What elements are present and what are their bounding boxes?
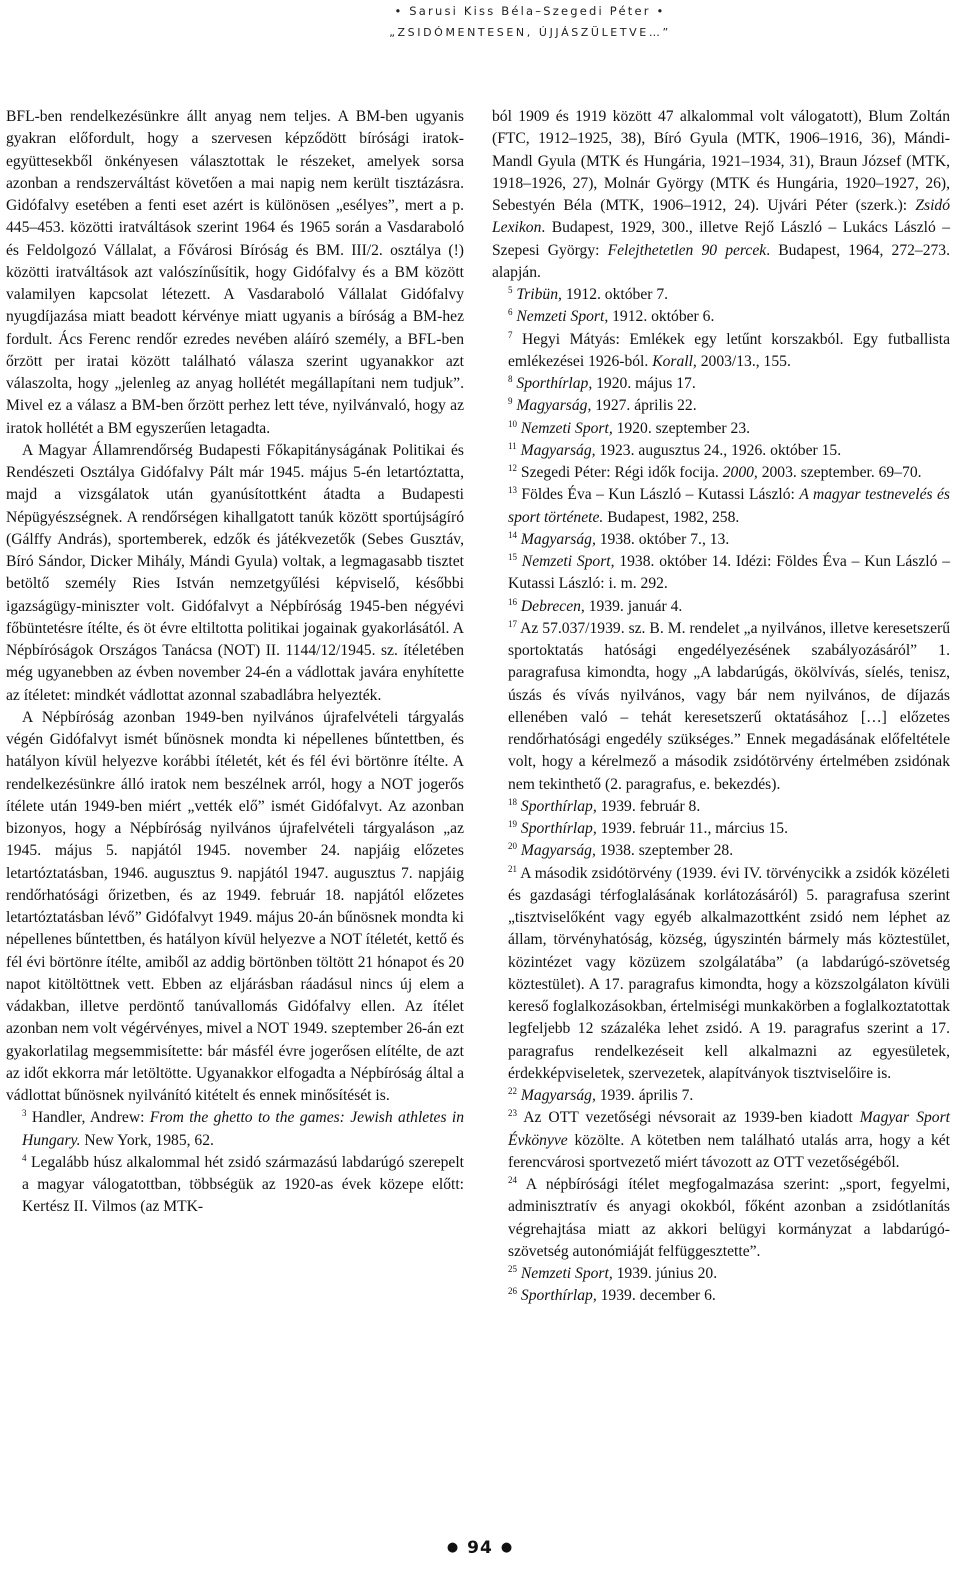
footnote-16: [492, 596, 950, 618]
footnote-text: közölte. A kötetben nem található utalás arra, hogy a két ferencvárosi sportvezető miért távozott az OTT vezetőségéből.: [508, 1131, 950, 1171]
footnote-text: 1939. december 6.: [596, 1287, 716, 1305]
footnote-4: [6, 1152, 464, 1219]
footnote-text: ból 1909 és 1919 között 47 alkalommal volt válogatott), Blum Zoltán (FTC, 1912–1925, 38), Bíró Gyula (MTK, 1906–1916, 36), Mándi-Mandl Gyula (MTK és Hungária, 1921–1934, 31), Braun József (MTK, 1918–1926, 27), Molnár György (MTK és Hungária, 1920–1927, 26), Sebestyén Béla (MTK, 1906–1912, 24). Ujvári Péter (szerk.):: [492, 108, 950, 214]
footnote-text: 1939. február 8.: [596, 797, 701, 815]
footnote-18: [492, 796, 950, 818]
footnote-text: 1927. április 22.: [591, 397, 697, 415]
footnote-25: [492, 1263, 950, 1285]
footnote-24: [492, 1174, 950, 1263]
footnote-number: 13: [508, 485, 517, 496]
footnote-title: Magyarság,: [520, 530, 596, 548]
footnote-22: [492, 1085, 950, 1107]
footnote-title: Magyarság,: [520, 842, 596, 860]
footnote-number: 21: [508, 863, 517, 874]
footnote-title: Tribün,: [516, 286, 562, 303]
footnote-21: [492, 863, 950, 1086]
footnote-text: Hegyi Mátyás: Emlékek egy letűnt korszakból. Egy futballista emlékezései 1926-ból.: [508, 330, 950, 370]
footnote-14: [492, 529, 950, 551]
footnote-text: Handler, Andrew:: [31, 1109, 150, 1127]
footnote-text: . Budapest, 1929, 300., illetve Rejő László – Lukács László – Szepesi György:: [492, 219, 950, 259]
footnote-text: 1939. február 11., március 15.: [596, 820, 788, 837]
footnote-number: 17: [508, 618, 517, 629]
footnote-number: 24: [508, 1175, 517, 1185]
footnote-number: 6: [508, 307, 513, 318]
footnote-number: 9: [508, 396, 513, 407]
paragraph-1: BFL-ben rendelkezésünkre állt anyag nem teljes. A BM-ben ugyanis gyakran előfordult, hogy a szervesen képződött bírósági iratok-együttesekből önkényesen választottak le részeket, amelyek sorsa azonban a rendszerváltást követően a mai napig nem került tisztázásra. Gidófalvy esetében a fenti eset azért is különösen „esélyes”, mert a p. 445–453. közötti iratváltások szerint 1964 és 1965 során a Vasdaraboló és Feldolgozó Vállalat, a Fővárosi Bíróság és BM. III/2. osztálya (!) közötti iratváltások azt valószínűsítik, hogy Gidófalvy és a BM között valamilyen kapcsolat létezett. A Vasdaraboló Vállalat Gidófalvy nyugdíjazása miatt beadott kérvénye miatt ugyanis a bíróság a BM-hez fordult. Ács Ferenc rendőr ezredes nevében aláíró személy, a BFL-ben őrzött per iratai között található válasza szerint ugyanakkor azt válaszolta, hogy „jelenleg az anyag hollétét megállapítani nem tudjuk”. Mivel ez a válasz a BM-ben őrzött perhez lett téve, nyilvánvaló, hogy az iratok hollétét a BM egyszerűen letagadta.: [6, 108, 464, 437]
footnote-text: Budapest, 1982, 258.: [603, 508, 740, 526]
footnote-text: 1923. augusztus 24., 1926. október 15.: [595, 441, 842, 459]
footnote-number: 23: [508, 1108, 517, 1119]
footnote-title: Felejthetetlen 90 percek: [607, 241, 767, 259]
footnote-17: [492, 618, 950, 796]
footnote-title: Magyarság,: [520, 1087, 596, 1104]
footnote-title: Sporthírlap,: [516, 375, 593, 392]
footnote-title: 2000,: [722, 464, 758, 481]
footnote-text: 1920. május 17.: [592, 375, 696, 392]
footnote-number: 19: [508, 819, 517, 829]
footnote-number: 22: [508, 1086, 517, 1096]
footnote-title: Nemzeti Sport,: [516, 308, 609, 326]
footnote-19: [492, 818, 950, 840]
header-title: „ZSIDÓMENTESEN, ÚJJÁSZÜLETVE…”: [389, 26, 671, 39]
footnote-11: [492, 440, 950, 462]
footnote-text: 1938. október 14. Idézi: Földes Éva – Kun László – Kutassi László: i. m. 292.: [508, 553, 951, 593]
footnote-number: 25: [508, 1264, 517, 1274]
footnote-title: Magyarság,: [516, 397, 592, 415]
footnote-text: New York, 1985, 62.: [80, 1131, 214, 1149]
footnote-number: 3: [22, 1108, 27, 1119]
bullet-icon: ●: [446, 1540, 460, 1555]
footnote-text: Földes Éva – Kun László – Kutassi László:: [521, 486, 800, 504]
footnote-4-continued: [492, 106, 950, 284]
footnote-title: Sporthírlap,: [520, 797, 597, 815]
footnote-9: [492, 395, 950, 417]
paragraph-2: A Magyar Államrendőrség Budapesti Főkapitányságának Politikai és Rendészeti Osztálya Gidófalvy Pált már 1945. május 5-én letartóztatta, majd a vizsgálatok után gyanúsítottként átadta a Budapesti Népügyészségnek. A rendőrségen kihallgatott tanúk között sportújságíró (Gálffy András), sportemberek, edzők és játékvezetők (Sebes Gusztáv, Bíró Sándor, Dicker Mihály, Mándi Gyula) voltak, a legmagasabb tisztet betöltő személy Ries István nemzetgyűlési képviselő, későbbi igazságügy-miniszter volt. Gidófalvyt a Népbíróság 1945-ben négyévi főbüntetésre ítélte, és öt évre eltiltotta politikai jogainak gyakorlásától. A Népbíróságok Országos Tanácsa (NOT) II. 1144/12/1945. sz. ítéletében még ugyanebben az évben november 24-én a vádlottak javára enyhítette az ítéletet: mindkét vádlottat azonnal szabadlábra helyezték.: [6, 441, 464, 704]
footnote-title: Nemzeti Sport,: [521, 553, 615, 570]
footnote-text: A második zsidótörvény (1939. évi IV. törvénycikk a zsidók közéleti és gazdasági térfoglalásának korlátozásáról) 5. paragrafusa szerint „tisztviselőként vagy egyéb alkalmazottként zsidó nem léphet az állam, törvényhatóság, község, úgyszintén bármely más köztestület, közintézet vagy közüzem szolgálatába” (a labdarúgó-szövetség köztestület). A 17. paragrafus kimondta, hogy a közszolgálaton kívüli kereső foglalkozásokban, értelmiségi munkakörben a foglalkoztatottak legfeljebb 12 százaléka lehet zsidó. A 19. paragrafus szerint a 17. paragrafus rendelkezéseit kell alkalmazni az egyesületek, érdekképviseletek, szervezetek, alapítványok tisztviselőire is.: [508, 864, 950, 1082]
footnote-26: [492, 1285, 950, 1307]
page-footer: [0, 1538, 960, 1558]
footnote-text: 1939. április 7.: [595, 1087, 694, 1104]
footnote-text: Az 57.037/1939. sz. B. M. rendelet „a nyilvános, illetve keresetszerű sportoktatás hatósági engedélyezésének szabályozásáról” 1. paragrafusa kimondta, hogy „A labdarúgás, ökölvívás, síelés, tenisz, úszás és vívás nyilvános, vagy bár nem nyilvános, de díjazás ellenében való – tehát keresetszerű oktatásához […] előzetes rendőrhatósági engedély szükséges.” Ennek megadásának előfeltétele volt, hogy a kérelmező a második zsidótörvény értelmében zsidónak nem tekinthető (2. paragrafus, e. bekezdés).: [508, 619, 950, 793]
footnote-13: [492, 484, 950, 529]
footnote-number: 4: [22, 1152, 27, 1163]
footnote-text: A népbírósági ítélet megfogalmazása szerint: „sport, fegyelmi, adminisztratív és anyagi okokból, főként azonban a zsidótlanítás végrehajtása miatt az akkori belügyi kormányzat a labdarúgó-szövetség autonómiáját felfüggesztette”.: [508, 1176, 950, 1260]
footnote-number: 14: [508, 529, 517, 540]
footnote-text: 1938. október 7., 13.: [595, 530, 730, 548]
header-authors: • Sarusi Kiss Béla–Szegedi Péter •: [394, 4, 666, 18]
footnote-number: 8: [508, 374, 513, 384]
footnote-10: [492, 418, 950, 440]
footnote-number: 12: [508, 463, 517, 473]
footnote-text: 1912. október 6.: [608, 308, 715, 326]
footnote-20: [492, 840, 950, 862]
footnote-number: 26: [508, 1286, 517, 1297]
left-column: [6, 106, 464, 1219]
footnote-title: Korall,: [652, 352, 697, 370]
footnote-title: Nemzeti Sport,: [520, 419, 613, 437]
footnote-text: 1939. január 4.: [584, 597, 683, 615]
running-header: [380, 0, 680, 44]
footnote-title: Sporthírlap,: [520, 1287, 597, 1305]
footnote-number: 5: [508, 285, 513, 295]
footnote-6: [492, 306, 950, 328]
footnote-title: Magyar Sport Évkönyve: [508, 1109, 950, 1149]
paragraph-3: A Népbíróság azonban 1949-ben nyilvános újrafelvételi tárgyalás végén Gidófalvyt ismét bűnösnek mondta ki népellenes bűntettben, és hatályon kívül helyezve korábbi ítéletét, két és fél évi börtönre ítélte. A rendelkezésünkre álló iratok nem beszélnek arról, hogy a NOT jogerős ítélete után 1949-ben miért „vették elő” ismét Gidófalvyt. Az azonban bizonyos, hogy a Népbíróság nyilvános újrafelvételi tárgyaláson „az 1945. május 5. napjától 1945. november 24. napjáig előzetes letartóztatásban, 1946. augusztus 9. napjától 1947. augusztus 7. napjáig rendőrhatósági őrizetben, és az 1949. február 18. napjától előzetes letartóztatásban lévő” Gidófalvyt 1949. május 20-án bűnösnek mondta ki népellenes bűntettben, és hatályon kívül helyezve a NOT ítéletét, kettő és fél évi börtönre ítélte, amiből az addig börtönben töltött 21 hónapot és 20 napot kitöltöttnek vett. Ebben az eljárásban ráadásul nincs új elem a vádakban, illetve perdöntő tanúvallomás Gidófalvy ellen. Az ítélet azonban nem volt végérvényes, mivel a NOT 1949. szeptember 26-án ezt gyakorlatilag megsemmisítette: bár másfél évre jogerősen elítélte, de azt az időt ekkorra már letöltötte. Ugyanakkor elfogadta a Népbíróság által a vádlottat bűnösnek nyilvánító kitételt és ennek minősítését is.: [6, 708, 464, 1104]
footnote-text: 1912. október 7.: [561, 286, 669, 303]
bullet-icon: ●: [500, 1540, 514, 1555]
footnote-text: 2003/13., 155.: [696, 352, 791, 370]
footnote-12: [492, 462, 950, 484]
footnote-23: [492, 1107, 950, 1174]
footnote-title: Sporthírlap,: [520, 820, 597, 837]
footnote-number: 20: [508, 841, 517, 852]
footnote-text: 2003. szeptember. 69–70.: [757, 464, 922, 481]
right-column: [492, 106, 950, 1308]
footnote-3: [6, 1107, 464, 1152]
footnote-number: 18: [508, 796, 517, 807]
footnote-7: [492, 329, 950, 374]
footnote-text: . Budapest, 1964, 272–273. alapján.: [492, 241, 951, 281]
footnote-8: [492, 373, 950, 395]
footnote-title: From the ghetto to the games: Jewish athletes in Hungary.: [22, 1109, 465, 1149]
page-number: 94: [467, 1538, 493, 1558]
footnote-title: Magyarság,: [520, 441, 596, 459]
footnote-number: 11: [508, 440, 517, 451]
footnote-text: 1920. szeptember 23.: [612, 419, 751, 437]
footnote-text: 1939. június 20.: [612, 1265, 718, 1282]
footnote-15: [492, 551, 950, 596]
footnote-title: Zsidó Lexikon: [492, 197, 950, 237]
footnote-number: 7: [508, 329, 513, 340]
footnote-5: [492, 284, 950, 306]
footnote-text: Szegedi Péter: Régi idők focija.: [520, 464, 723, 481]
footnote-text: 1938. szeptember 28.: [595, 842, 734, 860]
footnote-text: Legalább húsz alkalommal hét zsidó származású labdarúgó szerepelt a magyar válogatottban, többségük az 1920-as évek közepe előtt: Kertész II. Vilmos (az MTK-: [22, 1153, 464, 1216]
footnote-text: Az OTT vezetőségi névsorait az 1939-ben kiadott: [523, 1109, 860, 1127]
footnote-number: 10: [508, 418, 517, 429]
footnote-number: 15: [508, 552, 517, 562]
footnote-title: A magyar testnevelés és sport története.: [508, 486, 950, 526]
footnote-title: Debrecen,: [520, 597, 585, 615]
footnote-number: 16: [508, 596, 517, 607]
footnote-title: Nemzeti Sport,: [520, 1265, 613, 1282]
